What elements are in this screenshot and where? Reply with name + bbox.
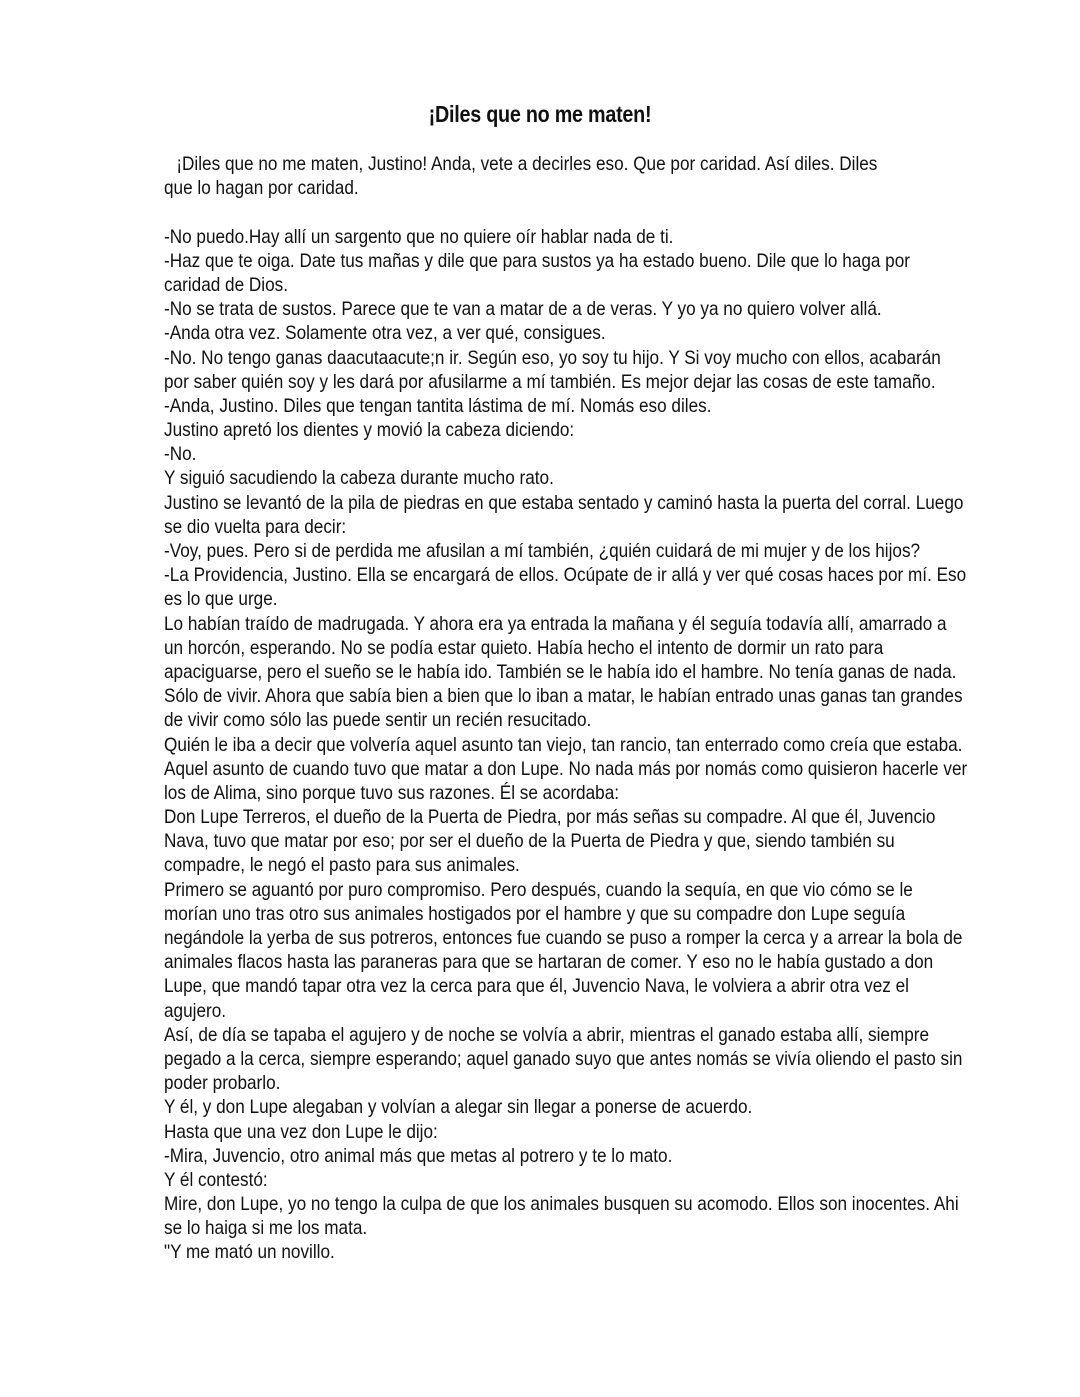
text-line: Lo habían traído de madrugada. Y ahora era ya entrada la mañana y él seguía todavía allí, amarrado a [164,612,947,635]
document-title: ¡Diles que no me maten! [428,101,652,127]
text-line: -Anda, Justino. Diles que tengan tantita lástima de mí. Nomás eso diles. [164,394,712,417]
text-line: Don Lupe Terreros, el dueño de la Puerta de Piedra, por más señas su compadre. Al que él, Juvencio [164,806,936,829]
text-line: -Mira, Juvencio, otro animal más que metas al potrero y te lo mato. [164,1144,673,1167]
text-line: -La Providencia, Justino. Ella se encargará de ellos. Ocúpate de ir allá y ver qué cosas haces por mí. Eso [164,564,967,587]
text-line: poder probarlo. [164,1072,281,1095]
text-line: morían uno tras otro sus animales hostigados por el hambre y que su compadre don Lupe seguía [164,902,906,925]
text-line: Hasta que una vez don Lupe le dijo: [164,1120,438,1143]
document-body [164,152,968,1265]
text-line: Primero se aguantó por puro compromiso. Pero después, cuando la sequía, en que vio cómo se le [164,878,913,901]
paragraph-gap [164,200,921,224]
text-line: -No puedo.Hay allí un sargento que no quiere oír hablar nada de ti. [164,225,674,248]
text-line: Y siguió sacudiendo la cabeza durante mucho rato. [164,467,554,490]
text-line: "Y me mató un novillo. [164,1241,335,1264]
text-line: caridad de Dios. [164,273,289,296]
text-line: agujero. [164,999,227,1022]
text-line: se dio vuelta para decir: [164,515,347,538]
text-line: -Haz que te oiga. Date tus mañas y dile que para sustos ya ha estado bueno. Dile que lo haga por [164,249,910,272]
text-line: -No. No tengo ganas daacutaacute;n ir. Según eso, yo soy tu hijo. Y Si voy mucho con ellos, acabarán [164,346,941,369]
text-line: Justino se levantó de la pila de piedras en que estaba sentado y caminó hasta la puerta del corral. Luego [164,491,964,514]
text-line: se lo haiga si me los mata. [164,1217,368,1240]
text-line: los de Alima, sino porque tuvo sus razones. Él se acordaba: [164,781,620,804]
text-line: Mire, don Lupe, yo no tengo la culpa de que los animales busquen su acomodo. Ellos son inocentes. Ahi [164,1193,959,1216]
text-line: pegado a la cerca, siempre esperando; aquel ganado suyo que antes nomás se vivía oliendo el pasto sin [164,1047,963,1070]
text-line: -Anda otra vez. Solamente otra vez, a ver qué, consigues. [164,322,606,345]
text-line: Aquel asunto de cuando tuvo que matar a don Lupe. No nada más por nomás como quisieron hacerle ver [164,757,968,780]
intro-line: que lo hagan por caridad. [164,177,359,200]
text-line: es lo que urge. [164,588,278,611]
text-line: Nava, tuvo que matar por eso; por ser el dueño de la Puerta de Piedra y que, siendo también su [164,830,895,853]
text-line: apaciguarse, pero el sueño se le había ido. También se le había ido el hambre. No tenía ganas de nada. [164,660,957,683]
text-line: animales flacos hasta las paraneras para que se hartaran de comer. Y eso no le había gustado a don [164,951,934,974]
text-line: un horcón, esperando. No se podía estar quieto. Había hecho el intento de dormir un rato para [164,636,884,659]
text-line: Sólo de vivir. Ahora que sabía bien a bien que lo iban a matar, le habían entrado unas ganas tan grandes [164,685,963,708]
text-line: Quién le iba a decir que volvería aquel asunto tan viejo, tan rancio, tan enterrado como creía que estaba. [164,733,963,756]
text-line: Justino apretó los dientes y movió la cabeza diciendo: [164,419,575,442]
text-line: Lupe, que mandó tapar otra vez la cerca para que él, Juvencio Nava, le volviera a abrir otra vez el [164,975,909,998]
text-line: negándole la yerba de sus potreros, entonces fue cuando se puso a romper la cerca y a arrear la bola de [164,927,963,949]
text-line: por saber quién soy y les dará por afusilarme a mí también. Es mejor dejar las cosas de este tamaño. [164,370,936,393]
text-line: compadre, le negó el pasto para sus animales. [164,854,520,877]
text-line: Y él, y don Lupe alegaban y volvían a alegar sin llegar a ponerse de acuerdo. [164,1096,753,1119]
text-line: -Voy, pues. Pero si de perdida me afusilan a mí también, ¿quién cuidará de mi mujer y de los hijos? [164,540,921,562]
intro-line: ¡Diles que no me maten, Justino! Anda, vete a decirles eso. Que por caridad. Así diles. Diles [176,153,878,175]
text-line: Así, de día se tapaba el agujero y de noche se volvía a abrir, mientras el ganado estaba allí, siempre [164,1023,930,1046]
text-line: -No se trata de sustos. Parece que te van a matar de a de veras. Y yo ya no quiero volver allá. [164,298,882,321]
text-line: de vivir como sólo las puede sentir un recién resucitado. [164,709,592,732]
text-line: Y él contestó: [164,1168,268,1191]
text-lines [164,225,968,1265]
text-line: -No. [164,443,197,466]
